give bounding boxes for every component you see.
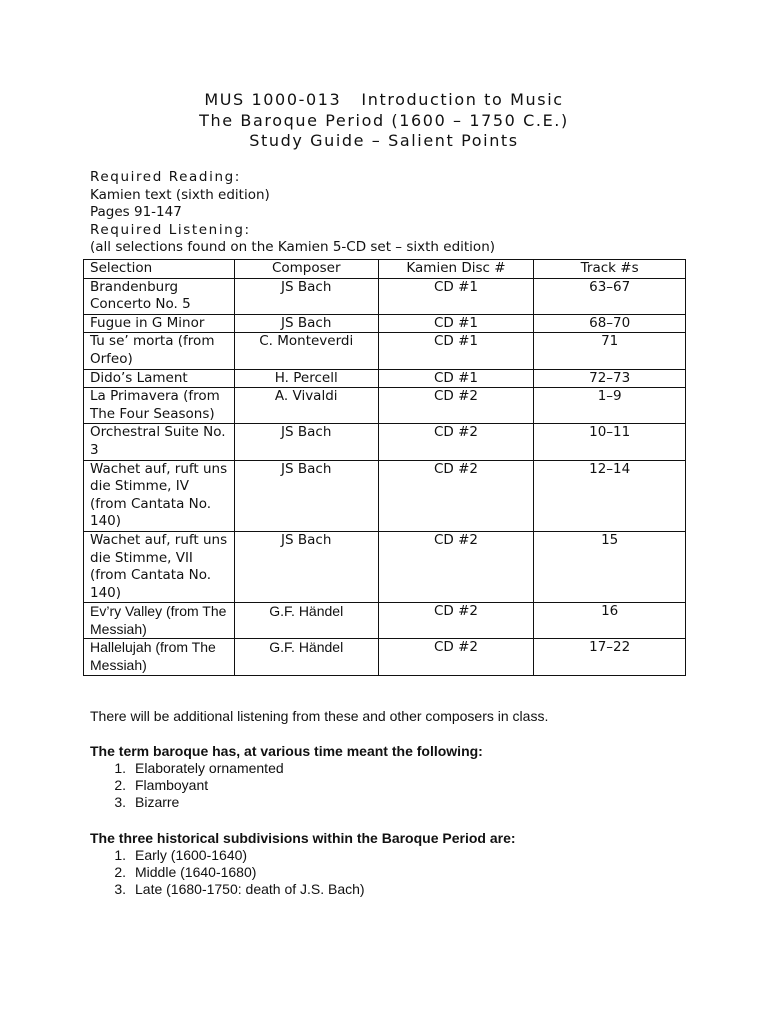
disc-cell: CD #2 (378, 603, 534, 639)
listening-table (83, 259, 686, 676)
table-row (84, 639, 686, 675)
composer-cell: H. Percell (234, 369, 378, 388)
list-item: 1. Elaborately ornamented (114, 760, 284, 776)
baroque-term-heading: The term baroque has, at various time meant the following: (90, 743, 483, 759)
list-item-text: Elaborately ornamented (135, 760, 284, 776)
period-title: The Baroque Period (1600 – 1750 C.E.) (199, 110, 569, 130)
composer-cell: JS Bach (234, 460, 378, 531)
table-header-row (84, 260, 686, 279)
tracks-cell: 10–11 (534, 424, 686, 460)
reading-pages: Pages 91-147 (90, 204, 182, 221)
listening-note: (all selections found on the Kamien 5-CD set – sixth edition) (90, 239, 496, 256)
list-item-text: Middle (1640-1680) (135, 864, 257, 880)
selection-cell: Hallelujah (from The Messiah) (84, 639, 235, 675)
table-row (84, 369, 686, 388)
selection-cell: Orchestral Suite No. 3 (84, 424, 235, 460)
disc-cell: CD #1 (378, 314, 534, 333)
tracks-cell: 16 (534, 603, 686, 639)
table-row (84, 460, 686, 531)
baroque-term-section (90, 743, 483, 811)
column-header-tracks: Track #s (534, 260, 686, 279)
required-listening-label: Required Listening: (90, 221, 251, 238)
table-row (84, 531, 686, 602)
additional-listening-note: There will be additional listening from these and other composers in class. (90, 708, 549, 724)
selection-cell: Fugue in G Minor (84, 314, 235, 333)
selection-cell: Wachet auf, ruft uns die Stimme, IV (from Cantata No. 140) (84, 460, 235, 531)
composer-cell: G.F. Händel (234, 603, 378, 639)
composer-cell: C. Monteverdi (234, 333, 378, 369)
baroque-term-list (90, 760, 483, 811)
table-row (84, 603, 686, 639)
composer-cell: A. Vivaldi (234, 388, 378, 424)
list-item-text: Late (1680-1750: death of J.S. Bach) (135, 881, 365, 897)
composer-cell: JS Bach (234, 424, 378, 460)
disc-cell: CD #2 (378, 639, 534, 675)
table-row (84, 333, 686, 369)
disc-cell: CD #2 (378, 460, 534, 531)
list-item-text: Early (1600-1640) (135, 847, 248, 863)
disc-cell: CD #2 (378, 531, 534, 602)
selection-cell: Brandenburg Concerto No. 5 (84, 278, 235, 314)
tracks-cell: 17–22 (534, 639, 686, 675)
tracks-cell: 71 (534, 333, 686, 369)
composer-cell: JS Bach (234, 278, 378, 314)
table-row (84, 388, 686, 424)
column-header-selection: Selection (84, 260, 235, 279)
composer-cell: JS Bach (234, 314, 378, 333)
column-header-composer: Composer (234, 260, 378, 279)
tracks-cell: 72–73 (534, 369, 686, 388)
tracks-cell: 63–67 (534, 278, 686, 314)
selection-cell: Tu se’ morta (from Orfeo) (84, 333, 235, 369)
list-item: 2. Flamboyant (114, 777, 209, 793)
guide-title: Study Guide – Salient Points (249, 131, 519, 150)
tracks-cell: 68–70 (534, 314, 686, 333)
course-title: MUS 1000-013 Introduction to Music (204, 90, 564, 109)
disc-cell: CD #1 (378, 278, 534, 314)
required-reading-label: Required Reading: (90, 169, 241, 185)
selection-cell: La Primavera (from The Four Seasons) (84, 388, 235, 424)
tracks-cell: 1–9 (534, 388, 686, 424)
subdivisions-list (90, 847, 516, 898)
table-row (84, 314, 686, 333)
tracks-cell: 15 (534, 531, 686, 602)
disc-cell: CD #2 (378, 424, 534, 460)
disc-cell: CD #1 (378, 369, 534, 388)
tracks-cell: 12–14 (534, 460, 686, 531)
selection-cell: Dido’s Lament (84, 369, 235, 388)
disc-cell: CD #1 (378, 333, 534, 369)
table-row (84, 278, 686, 314)
subdivisions-section (90, 830, 516, 898)
reading-text-name: Kamien text (sixth edition) (90, 186, 270, 203)
list-item: 3. Bizarre (114, 794, 180, 810)
list-item: 1. Early (1600-1640) (114, 847, 248, 863)
list-item-text: Bizarre (135, 794, 180, 810)
composer-cell: G.F. Händel (234, 639, 378, 675)
column-header-disc: Kamien Disc # (378, 260, 534, 279)
document-header (0, 90, 768, 152)
selection-cell: Wachet auf, ruft uns die Stimme, VII (from Cantata No. 140) (84, 531, 235, 602)
list-item: 2. Middle (1640-1680) (114, 864, 257, 880)
disc-cell: CD #2 (378, 388, 534, 424)
list-item-text: Flamboyant (135, 777, 209, 793)
selection-cell: Ev’ry Valley (from The Messiah) (84, 603, 235, 639)
composer-cell: JS Bach (234, 531, 378, 602)
subdivisions-heading: The three historical subdivisions within the Baroque Period are: (90, 830, 516, 846)
intro-block (90, 169, 495, 257)
table-row (84, 424, 686, 460)
list-item: 3. Late (1680-1750: death of J.S. Bach) (114, 881, 365, 897)
